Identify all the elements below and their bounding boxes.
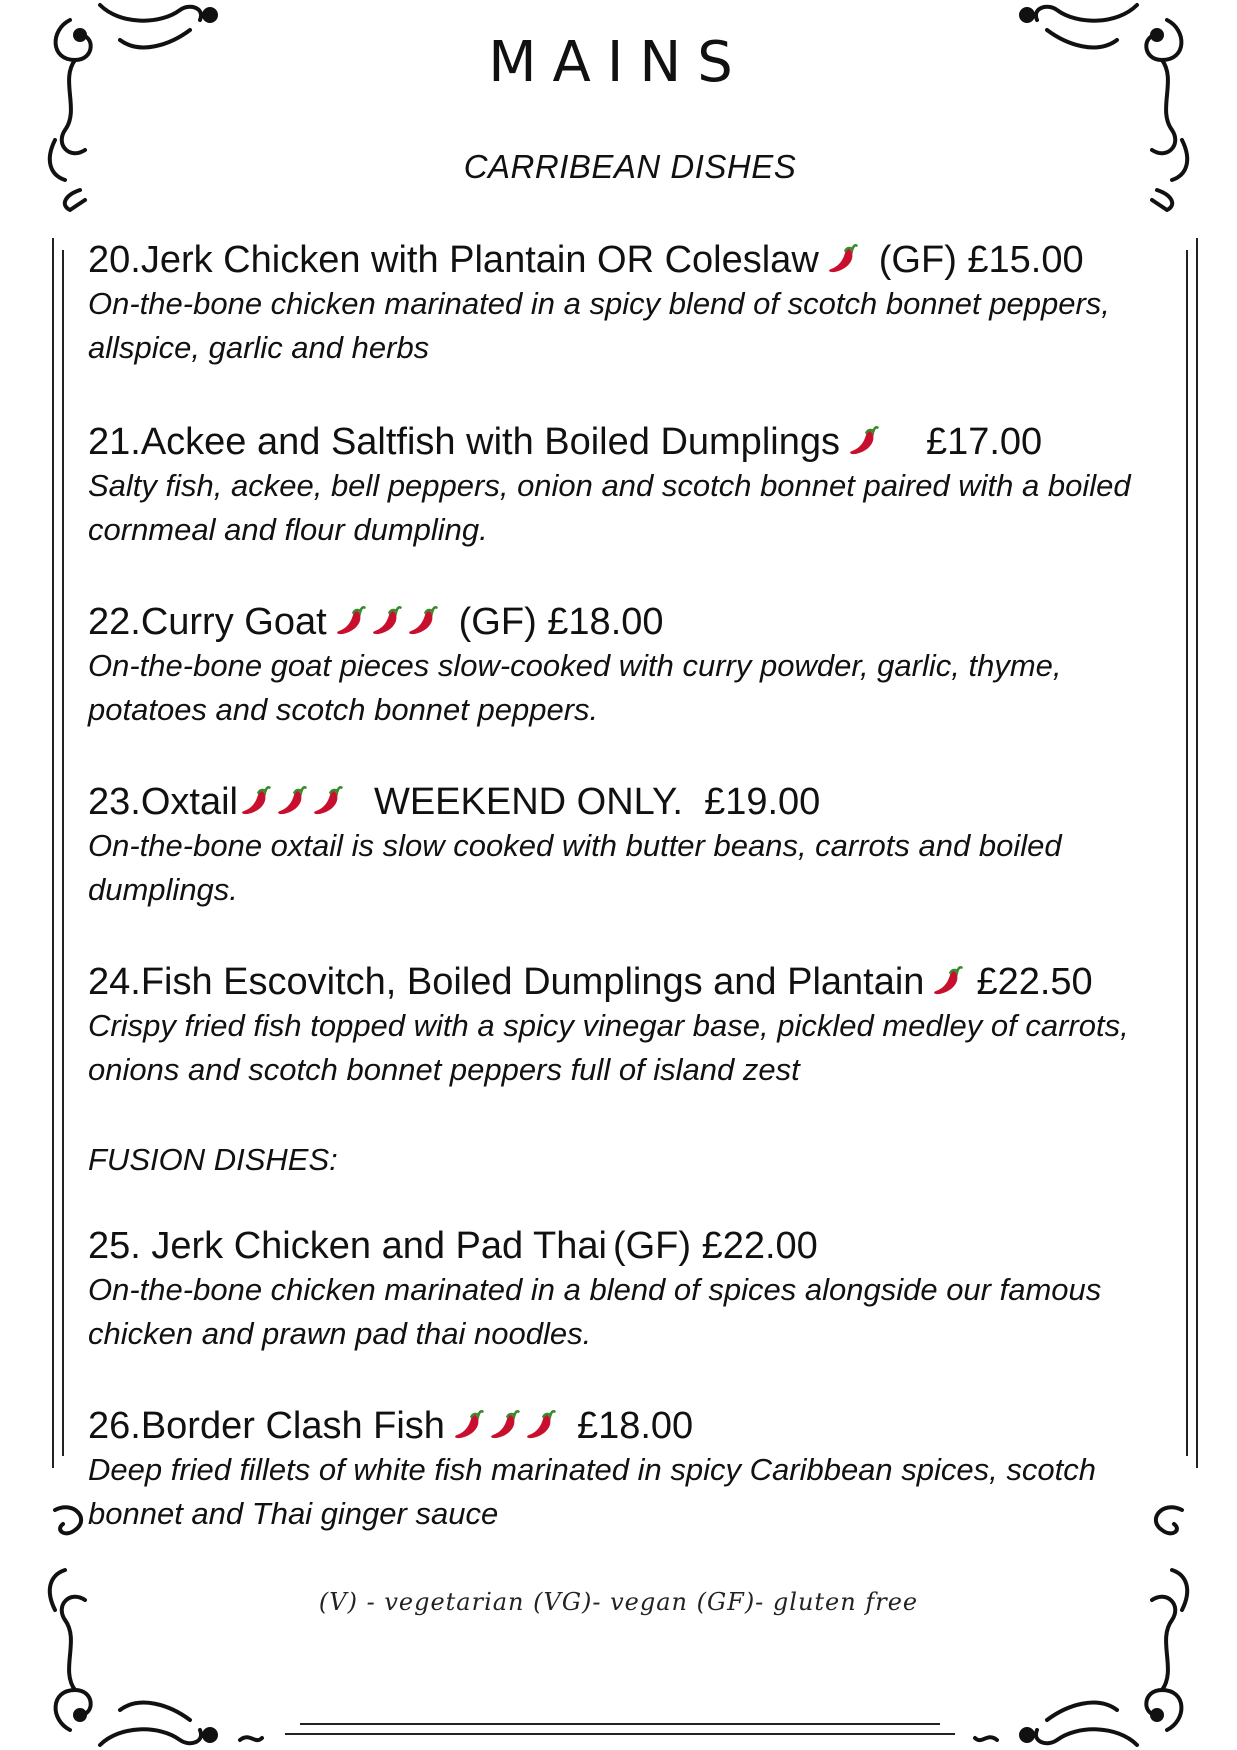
menu-item-title-row [88,780,1148,824]
frame-bottom-outer [285,1733,955,1735]
menu-item-description: On-the-bone oxtail is slow cooked with butter beans, carrots and boiled dumplings. [88,828,1062,907]
section-title-fusion: FUSION DISHES: [88,1142,338,1177]
chili-pepper-icon [310,785,344,819]
menu-item-22 [88,600,1148,732]
chili-pepper-icon [333,605,367,639]
frame-right-outer [1196,238,1198,1468]
menu-item-name: 25. Jerk Chicken and Pad Thai [88,1225,607,1267]
chili-pepper-icon [369,605,403,639]
menu-item-25 [88,1224,1148,1356]
menu-item-title-row [88,1224,1148,1268]
chili-pepper-icon [487,1409,521,1443]
dietary-legend: (V) - vegetarian (VG)- vegan (GF)- gluten free [318,1588,919,1616]
frame-bottom-inner [300,1723,940,1725]
menu-item-name: 26.Border Clash Fish [88,1405,445,1447]
menu-item-20 [88,238,1148,370]
chili-rating [930,965,964,999]
chili-pepper-icon [451,1409,485,1443]
menu-item-name: 21.Ackee and Saltfish with Boiled Dumplings [88,421,840,463]
menu-item-title-row [88,1404,1148,1448]
menu-item-description: Salty fish, ackee, bell peppers, onion and scotch bonnet paired with a boiled cornmeal and flour dumpling. [88,468,1131,547]
menu-item-name: 20.Jerk Chicken with Plantain OR Coleslaw [88,239,819,281]
menu-item-name: 24.Fish Escovitch, Boiled Dumplings and Plantain [88,961,925,1003]
chili-rating [333,605,439,639]
chili-pepper-icon [405,605,439,639]
menu-item-price: £18.00 [576,1405,694,1447]
menu-item-price: (GF) £15.00 [878,239,1084,281]
menu-item-26 [88,1404,1148,1536]
menu-item-price: (GF) £18.00 [458,601,664,643]
chili-pepper-icon [274,785,308,819]
chili-pepper-icon [846,425,880,459]
chili-rating [451,1409,557,1443]
chili-pepper-icon [825,243,859,277]
frame-left-inner [62,250,64,1456]
menu-item-21 [88,420,1148,552]
menu-item-description: On-the-bone chicken marinated in a spicy blend of scotch bonnet peppers, allspice, garlic and herbs [88,286,1110,365]
chili-pepper-icon [930,965,964,999]
menu-item-price: £17.00 [925,421,1043,463]
menu-item-title-row [88,960,1148,1004]
menu-item-description: Deep fried fillets of white fish marinated in spicy Caribbean spices, scotch bonnet and Thai ginger sauce [88,1452,1096,1531]
section-title-caribbean: CARRIBEAN DISHES [463,148,797,185]
chili-rating [825,243,859,277]
menu-item-price: £22.50 [976,961,1093,1003]
page-title: MAINS [488,30,749,95]
chili-rating [238,785,344,819]
menu-item-title-row [88,238,1148,282]
menu-item-description: On-the-bone goat pieces slow-cooked with curry powder, garlic, thyme, potatoes and scotch bonnet peppers. [88,648,1062,727]
menu-item-price: (GF) £22.00 [612,1225,818,1267]
menu-item-name: 22.Curry Goat [88,601,327,643]
chili-rating [846,425,880,459]
menu-item-name: 23.Oxtail [88,781,238,823]
menu-item-description: On-the-bone chicken marinated in a blend of spices alongside our famous chicken and prawn pad thai noodles. [88,1272,1102,1351]
menu-item-price: WEEKEND ONLY. £19.00 [373,781,821,823]
frame-right-inner [1186,250,1188,1456]
menu-item-24 [88,960,1148,1092]
chili-pepper-icon [523,1409,557,1443]
menu-item-23 [88,780,1148,912]
menu-item-title-row [88,420,1148,464]
chili-pepper-icon [238,785,272,819]
frame-left-outer [52,238,54,1468]
menu-item-title-row [88,600,1148,644]
menu-item-description: Crispy fried fish topped with a spicy vinegar base, pickled medley of carrots, onions and scotch bonnet peppers full of island zest [88,1008,1129,1087]
